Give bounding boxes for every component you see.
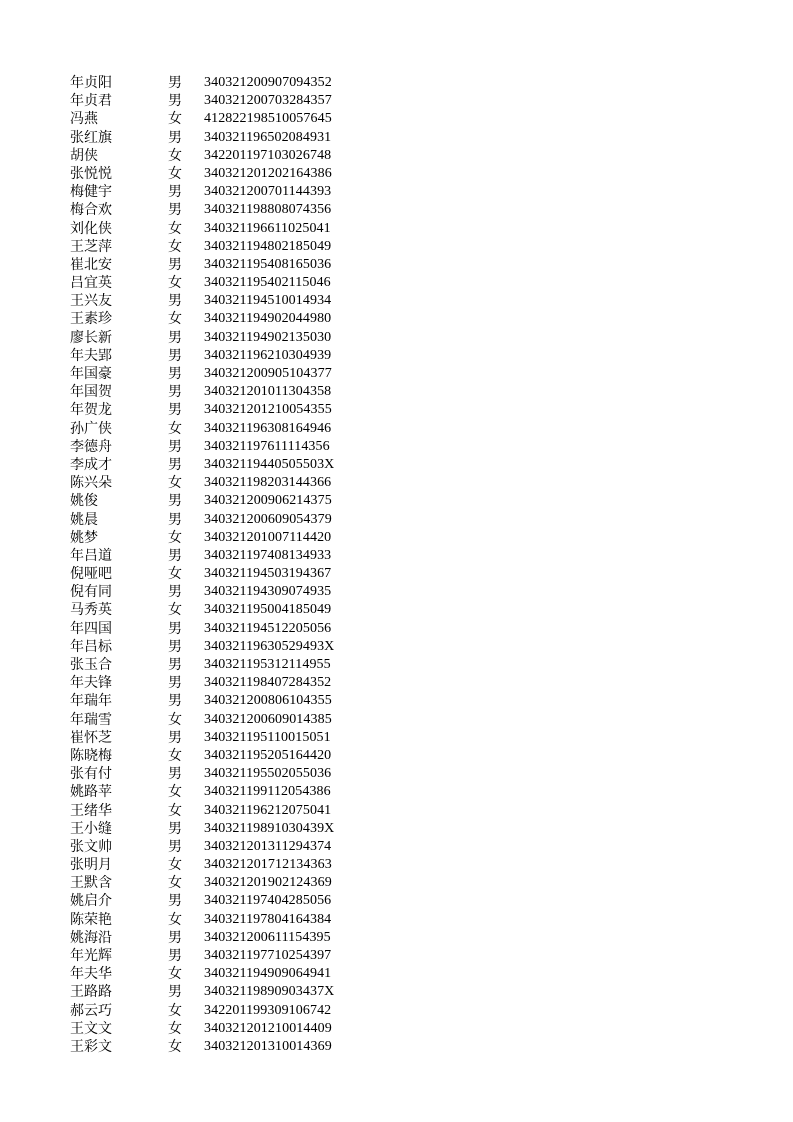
gender-cell: 男 xyxy=(168,93,182,110)
table-row xyxy=(70,820,370,838)
gender-cell: 男 xyxy=(168,984,182,1001)
id-number-cell: 340321194510014934 xyxy=(204,293,332,309)
gender-cell: 女 xyxy=(168,711,182,728)
name-cell: 年贺龙 xyxy=(70,402,112,419)
gender-cell: 男 xyxy=(168,929,182,946)
name-cell: 李成才 xyxy=(70,456,112,473)
name-cell: 年吕标 xyxy=(70,638,112,655)
table-row xyxy=(70,674,370,692)
table-row xyxy=(70,401,370,419)
gender-cell: 男 xyxy=(168,402,182,419)
table-row xyxy=(70,529,370,547)
table-row xyxy=(70,165,370,183)
gender-cell: 女 xyxy=(168,857,182,874)
name-cell: 孙广侠 xyxy=(70,420,112,437)
id-number-cell: 340321194902044980 xyxy=(204,311,332,327)
name-cell: 王文文 xyxy=(70,1020,112,1037)
name-cell: 崔怀芝 xyxy=(70,729,112,746)
table-row xyxy=(70,74,370,92)
gender-cell: 女 xyxy=(168,875,182,892)
name-cell: 张红旗 xyxy=(70,129,112,146)
table-row xyxy=(70,274,370,292)
name-cell: 王默含 xyxy=(70,875,112,892)
gender-cell: 男 xyxy=(168,438,182,455)
name-cell: 王素珍 xyxy=(70,311,112,328)
table-row xyxy=(70,220,370,238)
gender-cell: 女 xyxy=(168,475,182,492)
table-row xyxy=(70,456,370,474)
table-row xyxy=(70,765,370,783)
id-number-cell: 340321201011304358 xyxy=(204,384,332,400)
table-row xyxy=(70,656,370,674)
id-number-cell: 340321200905104377 xyxy=(204,366,332,381)
gender-cell: 男 xyxy=(168,620,182,637)
id-number-cell: 340321201007114420 xyxy=(204,529,332,545)
gender-cell: 女 xyxy=(168,802,182,819)
id-number-cell: 342201197103026748 xyxy=(204,147,332,163)
gender-cell: 男 xyxy=(168,638,182,655)
gender-cell: 男 xyxy=(168,820,182,837)
id-number-cell: 340321194802185049 xyxy=(204,238,332,254)
gender-cell: 男 xyxy=(168,75,182,91)
name-cell: 陈兴朵 xyxy=(70,475,112,492)
table-row xyxy=(70,147,370,165)
name-cell: 倪有同 xyxy=(70,584,112,601)
id-number-cell: 340321195205164420 xyxy=(204,747,332,763)
id-number-cell: 340321197611114356 xyxy=(204,438,330,454)
table-row xyxy=(70,183,370,201)
table-row xyxy=(70,474,370,492)
gender-cell: 男 xyxy=(168,456,182,473)
table-row xyxy=(70,874,370,892)
gender-cell: 男 xyxy=(168,893,182,910)
table-row xyxy=(70,92,370,110)
table-row xyxy=(70,711,370,729)
name-cell: 陈荣艳 xyxy=(70,911,112,928)
id-number-cell: 342201199309106742 xyxy=(204,1002,332,1018)
name-cell: 年夫郢 xyxy=(70,347,112,364)
gender-cell: 女 xyxy=(168,566,182,583)
id-number-cell: 340321197710254397 xyxy=(204,948,332,963)
table-row xyxy=(70,802,370,820)
name-cell: 张明月 xyxy=(70,857,112,874)
id-number-cell: 340321195004185049 xyxy=(204,602,332,618)
id-number-cell: 340321200609014385 xyxy=(204,711,332,727)
table-row xyxy=(70,256,370,274)
table-row xyxy=(70,383,370,401)
id-number-cell: 340321201310014369 xyxy=(204,1038,332,1054)
gender-cell: 女 xyxy=(168,220,182,237)
id-number-cell: 340321199112054386 xyxy=(204,784,331,800)
name-cell: 姚俊 xyxy=(70,493,98,510)
table-row xyxy=(70,420,370,438)
name-cell: 年贞阳 xyxy=(70,75,112,91)
id-number-cell: 340321201712134363 xyxy=(204,857,332,873)
table-row xyxy=(70,929,370,947)
id-number-cell: 340321196611025041 xyxy=(204,220,331,236)
gender-cell: 女 xyxy=(168,420,182,437)
table-row xyxy=(70,947,370,965)
id-number-cell: 340321195312114955 xyxy=(204,657,331,672)
table-row xyxy=(70,329,370,347)
id-number-cell: 340321200609054379 xyxy=(204,511,332,527)
person-list xyxy=(70,74,370,1056)
table-row xyxy=(70,783,370,801)
gender-cell: 男 xyxy=(168,657,182,673)
table-row xyxy=(70,747,370,765)
gender-cell: 男 xyxy=(168,547,182,564)
id-number-cell: 34032119440505503X xyxy=(204,456,335,472)
table-row xyxy=(70,547,370,565)
name-cell: 姚梦 xyxy=(70,529,98,546)
gender-cell: 男 xyxy=(168,366,182,382)
name-cell: 张文帅 xyxy=(70,838,112,855)
id-number-cell: 340321201210014409 xyxy=(204,1020,332,1036)
name-cell: 梅健宇 xyxy=(70,184,112,201)
gender-cell: 女 xyxy=(168,966,182,983)
id-number-cell: 340321197804164384 xyxy=(204,911,332,927)
name-cell: 郝云巧 xyxy=(70,1002,112,1019)
name-cell: 年贞君 xyxy=(70,93,112,110)
table-row xyxy=(70,565,370,583)
id-number-cell: 340321194512205056 xyxy=(204,620,332,636)
id-number-cell: 340321200907094352 xyxy=(204,75,332,90)
id-number-cell: 340321198808074356 xyxy=(204,202,332,218)
name-cell: 张玉合 xyxy=(70,657,112,673)
id-number-cell: 340321195402115046 xyxy=(204,275,331,291)
name-cell: 刘化侠 xyxy=(70,220,112,237)
gender-cell: 女 xyxy=(168,311,182,328)
name-cell: 王彩文 xyxy=(70,1038,112,1055)
table-row xyxy=(70,110,370,128)
name-cell: 张悦悦 xyxy=(70,165,112,182)
gender-cell: 男 xyxy=(168,948,182,964)
gender-cell: 男 xyxy=(168,347,182,364)
name-cell: 年四国 xyxy=(70,620,112,637)
gender-cell: 男 xyxy=(168,293,182,310)
table-row xyxy=(70,583,370,601)
id-number-cell: 340321195110015051 xyxy=(204,729,331,745)
gender-cell: 女 xyxy=(168,238,182,255)
gender-cell: 女 xyxy=(168,784,182,801)
id-number-cell: 340321201311294374 xyxy=(204,838,332,854)
table-row xyxy=(70,129,370,147)
name-cell: 张有付 xyxy=(70,766,112,783)
table-row xyxy=(70,729,370,747)
gender-cell: 女 xyxy=(168,529,182,546)
id-number-cell: 340321201202164386 xyxy=(204,165,332,181)
gender-cell: 女 xyxy=(168,165,182,182)
name-cell: 吕宜英 xyxy=(70,275,112,292)
id-number-cell: 340321201210054355 xyxy=(204,402,332,418)
id-number-cell: 340321200703284357 xyxy=(204,93,332,109)
id-number-cell: 34032119891030439X xyxy=(204,820,335,836)
table-row xyxy=(70,1038,370,1056)
name-cell: 陈晓梅 xyxy=(70,747,112,764)
id-number-cell: 340321198203144366 xyxy=(204,475,332,491)
gender-cell: 女 xyxy=(168,275,182,292)
table-row xyxy=(70,983,370,1001)
table-row xyxy=(70,238,370,256)
id-number-cell: 340321196212075041 xyxy=(204,802,332,818)
name-cell: 李德舟 xyxy=(70,438,112,455)
name-cell: 年夫锋 xyxy=(70,675,112,692)
name-cell: 胡侠 xyxy=(70,147,98,164)
id-number-cell: 340321197408134933 xyxy=(204,547,332,563)
table-row xyxy=(70,892,370,910)
id-number-cell: 340321196308164946 xyxy=(204,420,332,436)
name-cell: 年瑞雪 xyxy=(70,711,112,728)
gender-cell: 男 xyxy=(168,511,182,528)
name-cell: 年国贺 xyxy=(70,384,112,401)
id-number-cell: 34032119630529493X xyxy=(204,638,335,654)
id-number-cell: 340321197404285056 xyxy=(204,893,332,909)
id-number-cell: 340321201902124369 xyxy=(204,875,332,891)
name-cell: 年光辉 xyxy=(70,948,112,964)
table-row xyxy=(70,638,370,656)
gender-cell: 男 xyxy=(168,202,182,219)
table-row xyxy=(70,692,370,710)
table-row xyxy=(70,365,370,383)
name-cell: 年瑞年 xyxy=(70,693,112,710)
id-number-cell: 412822198510057645 xyxy=(204,111,332,127)
name-cell: 廖长新 xyxy=(70,329,112,346)
id-number-cell: 340321194503194367 xyxy=(204,566,332,582)
name-cell: 冯燕 xyxy=(70,111,98,128)
gender-cell: 男 xyxy=(168,329,182,346)
table-row xyxy=(70,965,370,983)
name-cell: 崔北安 xyxy=(70,256,112,273)
name-cell: 姚海沿 xyxy=(70,929,112,946)
gender-cell: 女 xyxy=(168,1002,182,1019)
name-cell: 王绪华 xyxy=(70,802,112,819)
table-row xyxy=(70,347,370,365)
name-cell: 王芝萍 xyxy=(70,238,112,255)
gender-cell: 男 xyxy=(168,693,182,710)
name-cell: 王路路 xyxy=(70,984,112,1001)
id-number-cell: 340321195408165036 xyxy=(204,256,332,272)
name-cell: 年国豪 xyxy=(70,366,112,382)
gender-cell: 男 xyxy=(168,729,182,746)
table-row xyxy=(70,856,370,874)
id-number-cell: 340321196210304939 xyxy=(204,347,332,363)
name-cell: 王小缝 xyxy=(70,820,112,837)
gender-cell: 女 xyxy=(168,147,182,164)
table-row xyxy=(70,620,370,638)
table-row xyxy=(70,911,370,929)
name-cell: 年夫华 xyxy=(70,966,112,983)
name-cell: 王兴友 xyxy=(70,293,112,310)
name-cell: 倪哑吧 xyxy=(70,566,112,583)
table-row xyxy=(70,1002,370,1020)
id-number-cell: 340321200906214375 xyxy=(204,493,332,509)
id-number-cell: 340321195502055036 xyxy=(204,766,332,782)
name-cell: 马秀英 xyxy=(70,602,112,619)
gender-cell: 女 xyxy=(168,602,182,619)
gender-cell: 女 xyxy=(168,747,182,764)
name-cell: 姚晨 xyxy=(70,511,98,528)
table-row xyxy=(70,292,370,310)
gender-cell: 男 xyxy=(168,838,182,855)
id-number-cell: 340321198407284352 xyxy=(204,675,332,691)
name-cell: 年吕道 xyxy=(70,547,112,564)
name-cell: 姚启介 xyxy=(70,893,112,910)
id-number-cell: 340321200806104355 xyxy=(204,693,332,709)
id-number-cell: 340321194909064941 xyxy=(204,966,332,982)
table-row xyxy=(70,438,370,456)
gender-cell: 男 xyxy=(168,384,182,401)
gender-cell: 女 xyxy=(168,1020,182,1037)
table-row xyxy=(70,310,370,328)
table-row xyxy=(70,201,370,219)
gender-cell: 女 xyxy=(168,1038,182,1055)
id-number-cell: 340321196502084931 xyxy=(204,129,332,145)
table-row xyxy=(70,601,370,619)
table-row xyxy=(70,492,370,510)
id-number-cell: 340321200701144393 xyxy=(204,184,332,200)
gender-cell: 男 xyxy=(168,584,182,601)
gender-cell: 男 xyxy=(168,256,182,273)
gender-cell: 男 xyxy=(168,675,182,692)
gender-cell: 男 xyxy=(168,129,182,146)
table-row xyxy=(70,511,370,529)
gender-cell: 女 xyxy=(168,111,182,128)
id-number-cell: 340321194309074935 xyxy=(204,584,332,600)
gender-cell: 女 xyxy=(168,911,182,928)
gender-cell: 男 xyxy=(168,184,182,201)
gender-cell: 男 xyxy=(168,493,182,510)
gender-cell: 男 xyxy=(168,766,182,783)
name-cell: 姚路苹 xyxy=(70,784,112,801)
id-number-cell: 340321200611154395 xyxy=(204,929,331,945)
table-row xyxy=(70,838,370,856)
id-number-cell: 34032119890903437X xyxy=(204,984,335,1000)
name-cell: 梅合欢 xyxy=(70,202,112,219)
id-number-cell: 340321194902135030 xyxy=(204,329,332,345)
table-row xyxy=(70,1020,370,1038)
